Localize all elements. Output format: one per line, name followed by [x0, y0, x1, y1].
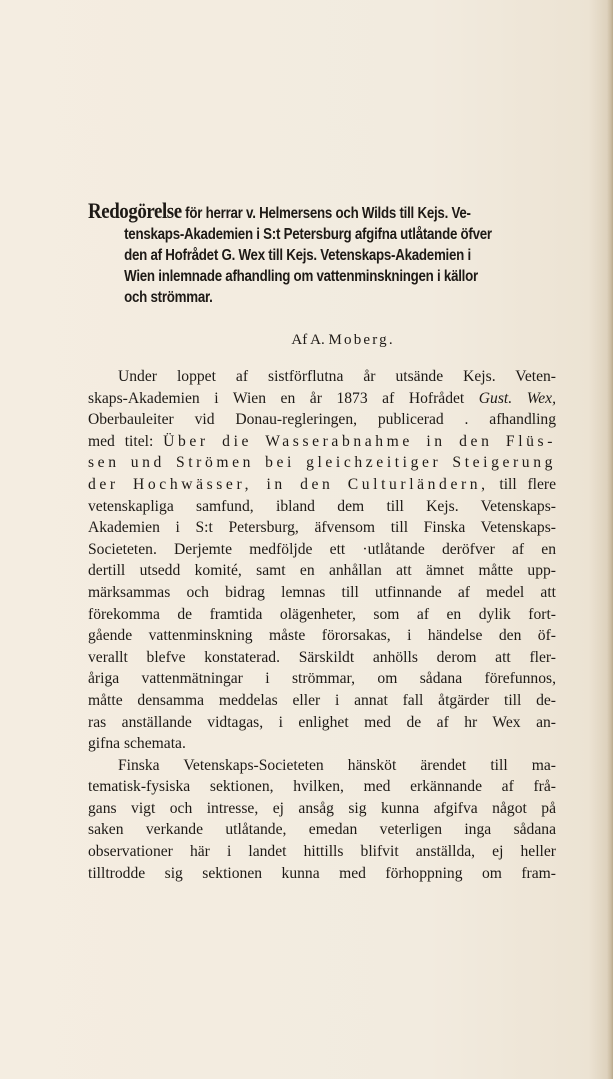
heading-line	[88, 200, 556, 224]
text-line: gans vigt och intresse, ej ansåg sig kunna afgifva något på	[88, 799, 556, 817]
article-heading	[88, 200, 556, 308]
text-line: Oberbauleiter vid Donau-regleringen, publicerad . afhandling	[88, 411, 556, 429]
text-line: märksammas och bidrag lemnas till utfinnande af medel att	[88, 583, 556, 601]
author-suffix: .	[388, 332, 393, 348]
document-content	[88, 200, 556, 884]
text-line: observationer här i landet hittills blifvit anställda, ej heller	[88, 843, 556, 861]
spaced-title: der Hochwässer, in den Culturländern,	[88, 475, 489, 493]
author-name: Moberg	[328, 332, 389, 348]
heading-line: den af Hofrådet G. Wex till Kejs. Vetenskaps-Akademien i	[124, 247, 471, 264]
author-line	[88, 330, 556, 350]
text-line-part: med titel:	[88, 432, 164, 450]
text-line: åriga vattenmätningar i strömmar, om sådana förefunnos,	[88, 670, 556, 688]
text-line: tilltrodde sig sektionen kunna med förhoppning om fram-	[88, 864, 556, 882]
heading-line-text: för herrar v. Helmersens och Wilds till Kejs. Ve-	[181, 205, 471, 222]
spaced-title: Über die Wasserabnahme in den Flüs-	[163, 432, 556, 450]
text-line	[88, 388, 556, 410]
text-line: Finska Vetenskaps-Societeten hänsköt ärendet till ma-	[118, 756, 556, 774]
heading-line: och strömmar.	[124, 289, 213, 306]
page-edge	[607, 0, 613, 1079]
text-line: verallt blefve konstaterad. Särskildt anhölls derom att fler-	[88, 648, 556, 666]
text-line: tematisk-fysiska sektionen, hvilken, med erkännande af frå-	[88, 778, 556, 796]
text-line: Societeten. Derjemte medföljde ett ·utlåtande deröfver af en	[88, 540, 556, 558]
text-line	[88, 474, 556, 496]
author-prefix: Af A.	[291, 332, 329, 348]
text-line-part: till flere	[488, 475, 556, 493]
paragraph	[88, 366, 556, 755]
text-line-part: skaps-Akademien i Wien en år 1873 af Hofrådet	[88, 389, 479, 407]
text-line: Under loppet af sistförflutna år utsände Kejs. Veten-	[118, 368, 556, 385]
text-line	[88, 452, 556, 474]
spaced-title: sen und Strömen bei gleichzeitiger Steigerung	[88, 454, 556, 472]
text-line: saken verkande utlåtande, emedan veterligen inga sådana	[88, 821, 556, 839]
paragraph	[88, 755, 556, 885]
heading-line: Wien inlemnade afhandling om vattenminskningen i källor	[124, 268, 478, 285]
heading-line: tenskaps-Akademien i S:t Petersburg afgifna utlåtande öfver	[124, 226, 492, 243]
author-name-italic: Gust. Wex,	[478, 389, 556, 407]
text-line: förekomma de framtida olägenheter, som af en dylik fort-	[88, 605, 556, 623]
text-line	[88, 431, 556, 453]
text-line: dertill utsedd komité, samt en anhållan att ämnet måtte upp-	[88, 562, 556, 580]
heading-lead-word: Redogörelse	[88, 198, 182, 223]
text-line: vetenskapliga samfund, ibland dem till Kejs. Vetenskaps-	[88, 497, 556, 515]
text-line: måtte densamma meddelas eller i annat fall åtgärder till de-	[88, 691, 556, 709]
text-line: Akademien i S:t Petersburg, äfvensom till Finska Vetenskaps-	[88, 519, 556, 537]
text-line: gående vattenminskning måste förorsakas, i händelse den öf-	[88, 627, 556, 645]
text-line: gifna schemata.	[88, 735, 186, 753]
text-line: ras anställande vidtagas, i enlighet med de af hr Wex an-	[88, 713, 556, 731]
body-text	[88, 366, 556, 884]
